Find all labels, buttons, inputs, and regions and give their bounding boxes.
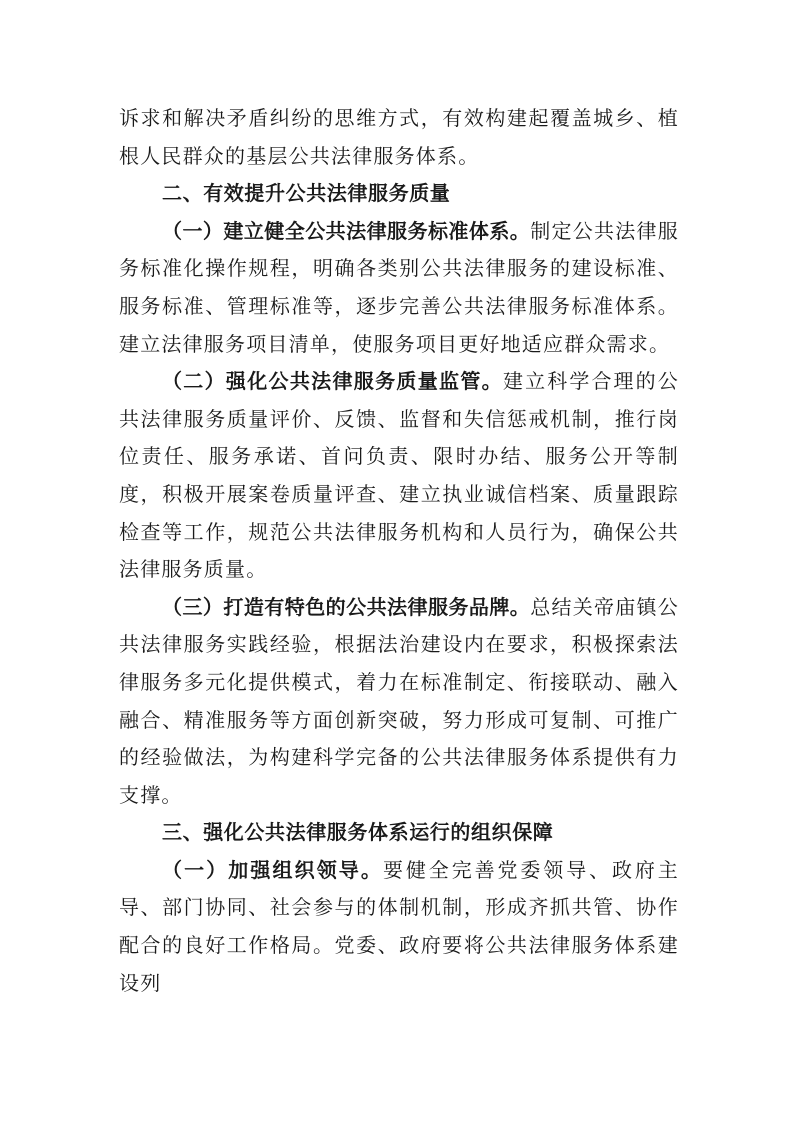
paragraph-body-quality-supervision: 建立科学合理的公共法律服务质量评价、反馈、监督和失信惩戒机制，推行岗位责任、服务承诺、首问负责、限时办结、服务公开等制度，积极开展案卷质量评查、建立执业诚信档案、质量跟踪检查等工作，规范公共法律服务机构和人员行为，确保公共法律服务质量。 — [119, 369, 679, 582]
section-heading-organization: 三、强化公共法律服务体系运行的组织保障 — [162, 820, 554, 845]
paragraph-standard-system — [119, 213, 679, 363]
subsection-title-quality-supervision: （二）强化公共法律服务质量监管。 — [162, 369, 503, 394]
paragraph-leadership — [119, 852, 679, 1002]
continuation-paragraph: 诉求和解决矛盾纠纷的思维方式，有效构建起覆盖城乡、植根人民群众的基层公共法律服务体系。 — [119, 106, 679, 168]
paragraph-body-service-brand: 总结关帝庙镇公共法律服务实践经验，根据法治建设内在要求，积极探索法律服务多元化提供模式，着力在标准制定、衔接联动、融入融合、精准服务等方面创新突破，努力形成可复制、可推广的经验做法，为构建科学完备的公共法律服务体系提供有力支撑。 — [119, 594, 679, 807]
paragraph-body-leadership: 要健全完善党委领导、政府主导、部门协同、社会参与的体制机制，形成齐抓共管、协作配合的良好工作格局。党委、政府要将公共法律服务体系建设列 — [119, 857, 679, 995]
section-heading-quality: 二、有效提升公共法律服务质量 — [162, 181, 451, 206]
paragraph-body-standard-system: 制定公共法律服务标准化操作规程，明确各类别公共法律服务的建设标准、服务标准、管理标准等，逐步完善公共法律服务标准体系。建立法律服务项目清单，使服务项目更好地适应群众需求。 — [119, 218, 679, 356]
subsection-title-leadership: （一）加强组织领导。 — [162, 857, 383, 882]
document-page — [119, 100, 679, 1002]
subsection-title-service-brand: （三）打造有特色的公共法律服务品牌。 — [162, 594, 531, 619]
subsection-title-standard-system: （一）建立健全公共法律服务标准体系。 — [162, 218, 531, 243]
paragraph-quality-supervision — [119, 363, 679, 589]
paragraph-service-brand — [119, 589, 679, 815]
